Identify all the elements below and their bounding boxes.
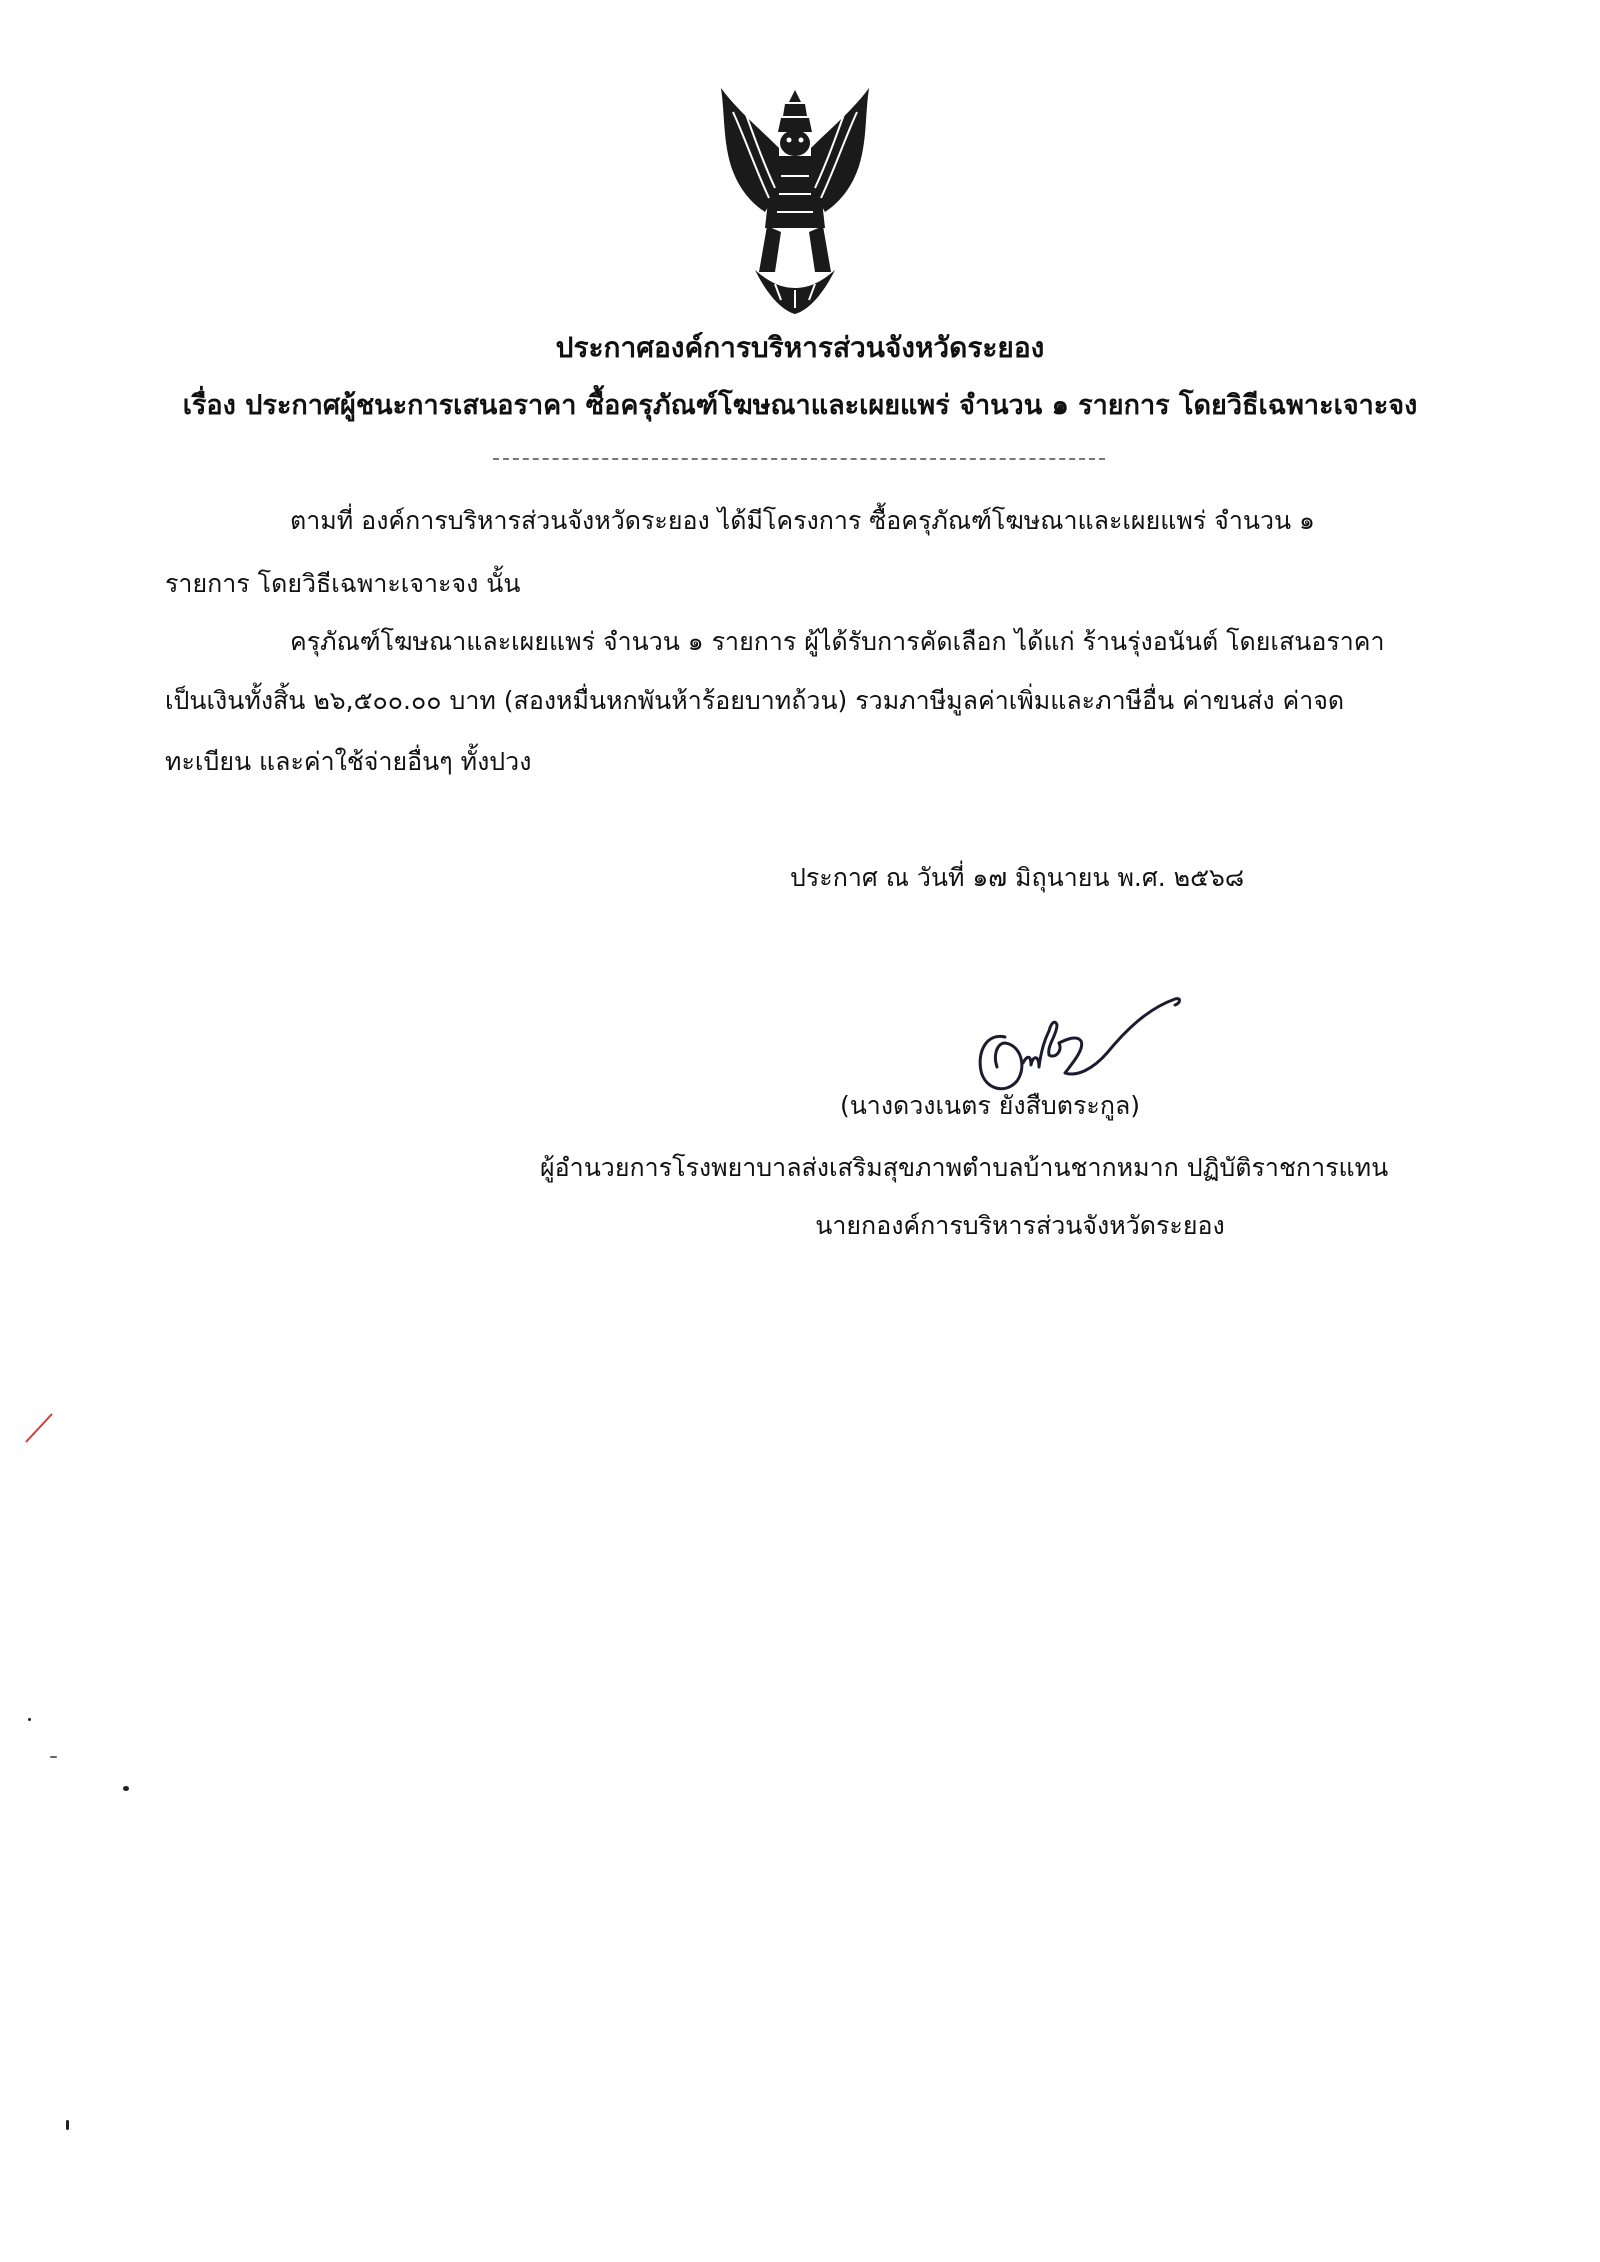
announcement-title: ประกาศองค์การบริหารส่วนจังหวัดระยอง <box>555 331 1045 364</box>
signatory-position-line2: นายกองค์การบริหารส่วนจังหวัดระยอง <box>815 1211 1225 1240</box>
announcement-subject: เรื่อง ประกาศผู้ชนะการเสนอราคา ซื้อครุภัณฑ์โฆษณาและเผยแพร่ จำนวน ๑ รายการ โดยวิธีเฉพาะเจาะจง <box>182 390 1418 421</box>
para2-line3: ทะเบียน และค่าใช้จ่ายอื่นๆ ทั้งปวง <box>165 747 532 776</box>
garuda-emblem <box>715 88 875 316</box>
para1-line1: ตามที่ องค์การบริหารส่วนจังหวัดระยอง ได้มีโครงการ ซื้อครุภัณฑ์โฆษณาและเผยแพร่ จำนวน ๑ <box>290 506 1315 535</box>
scan-speck <box>123 1786 129 1791</box>
signatory-name: (นางดวงเนตร ยังสืบตระกูล) <box>839 1091 1141 1120</box>
handwritten-signature <box>975 985 1185 1100</box>
scan-speck <box>66 2120 69 2130</box>
stray-red-mark-graphic <box>22 1410 56 1446</box>
scan-speck <box>28 1718 31 1721</box>
signatory-position-line1: ผู้อำนวยการโรงพยาบาลส่งเสริมสุขภาพตำบลบ้านชากหมาก ปฏิบัติราชการแทน <box>540 1153 1389 1182</box>
para2-line2: เป็นเงินทั้งสิ้น ๒๖,๕๐๐.๐๐ บาท (สองหมื่นหกพันห้าร้อยบาทถ้วน) รวมภาษีมูลค่าเพิ่มและภาษีอื่น ค่าขนส่ง ค่าจด <box>165 686 1345 715</box>
para2-line1: ครุภัณฑ์โฆษณาและเผยแพร่ จำนวน ๑ รายการ ผู้ได้รับการคัดเลือก ได้แก่ ร้านรุ่งอนันต์ โดยเสนอราคา <box>290 627 1385 656</box>
stray-red-mark <box>22 1410 56 1446</box>
scan-speck <box>50 1756 57 1758</box>
para1-line2: รายการ โดยวิธีเฉพาะเจาะจง นั้น <box>165 569 521 598</box>
signature-graphic <box>975 985 1185 1100</box>
separator-line <box>493 458 1105 460</box>
garuda-emblem-graphic <box>715 88 875 316</box>
announce-date: ประกาศ ณ วันที่ ๑๗ มิถุนายน พ.ศ. ๒๕๖๘ <box>790 863 1245 892</box>
